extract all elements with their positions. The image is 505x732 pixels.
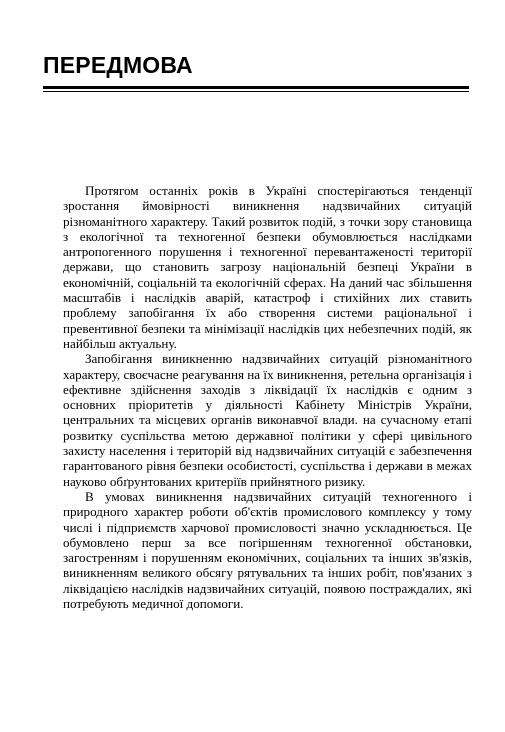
paragraph: В умовах виникнення надзвичайних ситуацій техногенного і природного характер роботи об'єктів промислового комплексу у тому числі і підприємств харчової промисловості значно ускладнюється. Це обумовлено перш за все погіршенням техногенної обстановки, загостренням і порушенням економічних, соціальних та інших зв'язків, виникненням великого обсягу рятувальних та інших робіт, пов'язаних з ліквідацією наслідків надзвичайних ситуацій, появою постраждалих, які потребують медичної допомоги. bbox=[63, 488, 472, 612]
paragraph: Протягом останніх років в Україні спостерігаються тенденції зростання ймовірності виникнення надзвичайних ситуацій різноманітного характеру. Такий розвиток подій, з точки зору становища з екологічної та техногенної безпеки обумовлюється наслідками антропогенного порушення і техногенної перевантаженості території держави, що становить загрозу національній безпеці України в економічній, соціальній та екологічній сферах. На даний час збільшення масштабів і наслідків аварій, катастроф і стихійних лих ставить проблему запобігання їх або створення системи раціональної і превентивної безпеки та мінімізації наслідків цих небезпечних подій, як найбільш актуальну. bbox=[63, 183, 472, 351]
title-rule-thin bbox=[43, 91, 469, 92]
page-title: ПЕРЕДМОВА bbox=[43, 52, 193, 78]
title-rule-thick bbox=[43, 86, 469, 89]
paragraph: Запобігання виникненню надзвичайних ситуацій різноманітного характеру, своєчасне реагування на їх виникнення, ретельна організація і ефективне здійснення заходів з ліквідації їх наслідків є одним з основних пріоритетів у діяльності Кабінету Міністрів України, центральних та місцевих органів виконавчої влади. на сучасному етапі розвитку суспільства метою державної політики у сфері цивільного захисту населення і територій від надзвичайних ситуацій є забезпечення гарантованого рівня безпеки особистості, суспільства і держави в межах науково обґрунтованих критеріїв прийнятного ризику. bbox=[63, 351, 472, 489]
body-text bbox=[63, 183, 472, 611]
